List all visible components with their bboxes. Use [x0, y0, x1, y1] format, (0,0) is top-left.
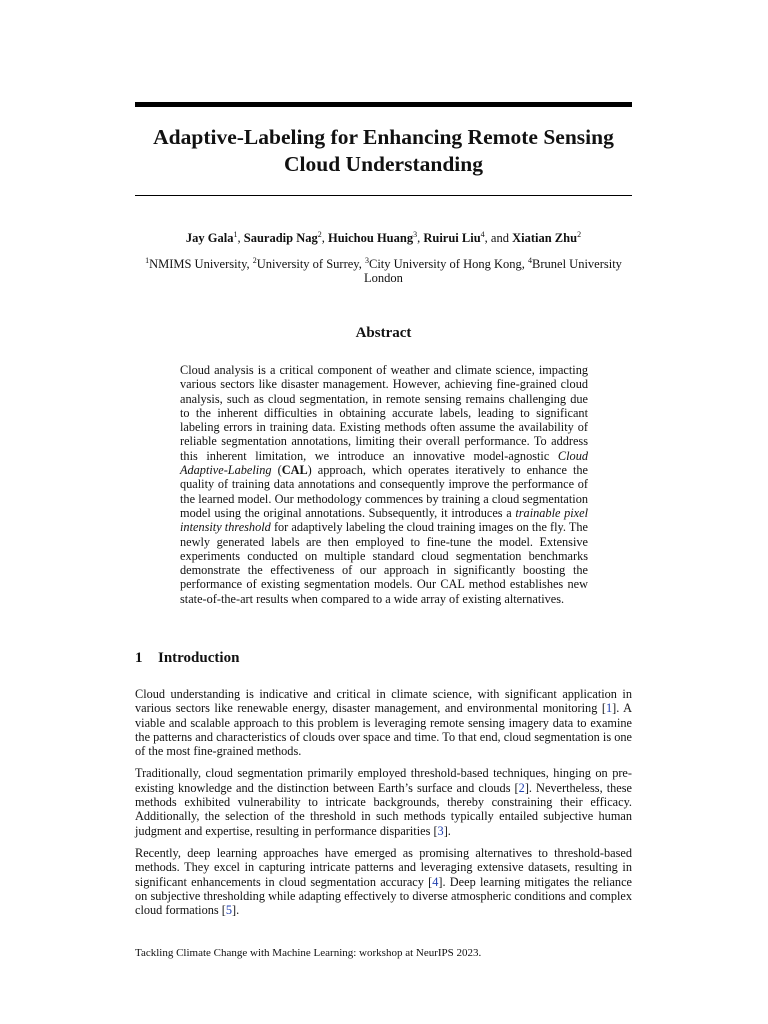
section-heading — [135, 648, 239, 668]
abstract-heading: Abstract — [355, 325, 412, 341]
intro-paragraph — [135, 846, 632, 917]
author-separator: , — [417, 231, 421, 245]
paragraph-text: ]. Nevertheless, these methods exhibited vulnerability to intricate backgrounds, thereby constraining their efficacy. Additionally, the selection of the threshold in such methods typically entailed subjective human judgment and expertise, resulting in performance disparities [ — [135, 780, 632, 838]
abstract-text — [180, 363, 588, 606]
intro-paragraph — [135, 687, 632, 758]
paragraph-text: Traditionally, cloud segmentation primarily employed threshold-based techniques, hinging on pre-existing knowledge and the distinction between Earth’s surface and clouds [ — [135, 766, 632, 795]
citation-link[interactable]: 2 — [518, 780, 525, 795]
author-name: Jay Gala — [185, 231, 234, 245]
affil-mark: 4 — [528, 255, 533, 265]
affiliation: NMIMS University, — [149, 257, 250, 271]
section-number: 1 — [135, 650, 143, 666]
citation-link[interactable]: 5 — [225, 903, 232, 918]
affiliation: University of Surrey, — [256, 257, 362, 271]
abstract-italic: Cloud Adaptive-Labeling — [180, 448, 588, 478]
author-affil-mark: 3 — [413, 229, 418, 239]
title-line-2: Cloud Understanding — [284, 152, 483, 176]
author-separator: , — [321, 231, 325, 245]
paragraph-text: ]. — [443, 823, 451, 838]
venue-footnote: Tackling Climate Change with Machine Learning: workshop at NeurIPS 2023. — [135, 947, 482, 959]
author-name: Huichou Huang — [327, 231, 414, 245]
affiliation: City University of Hong Kong, — [368, 257, 525, 271]
author-and: , and — [484, 231, 509, 245]
abstract-part: for adaptively labeling the cloud training images on the fly. The newly generated labels are then employed to fine-tune the model. Extensive experiments conducted on multiple standard cloud segmentation benchmarks demonstrate the effectiveness of our approach in significantly boosting the performance of existing segmentation models. Our CAL method establishes new state-of-the-art results when compared to a wide array of existing alternatives. — [180, 520, 588, 606]
author-affil-mark: 1 — [233, 229, 238, 239]
paragraph-text: Recently, deep learning approaches have emerged as promising alternatives to threshold-based methods. They excel in capturing intricate patterns and leveraging extensive datasets, resulting in significant enhancements in cloud segmentation accuracy [ — [135, 845, 632, 889]
author-name: Ruirui Liu — [423, 231, 481, 245]
abstract-part: Cloud analysis is a critical component of weather and climate science, impacting various sectors like disaster management. However, achieving fine-grained cloud analysis, such as cloud segmentation, in remote sensing remains challenging due to the inherent difficulties in obtaining accurate labels, leading to significant labeling errors in training data. Existing methods often assume the availability of reliable segmentation annotations, limiting their overall performance. To address this inherent limitation, we introduce an innovative model-agnostic — [180, 363, 588, 463]
introduction-body — [135, 687, 632, 925]
citation-link[interactable]: 1 — [605, 701, 613, 716]
abstract-part: ( — [271, 463, 282, 478]
author-separator: , — [237, 231, 241, 245]
author-affil-mark: 2 — [577, 229, 582, 239]
abstract-part: ) approach, which operates iteratively to enhance the quality of training data annotations and consequently improve the performance of the learned model. Our methodology commences by training a cloud segmentation model using the original annotations. Subsequently, it introduces a — [180, 463, 589, 520]
affil-mark: 1 — [145, 255, 150, 265]
top-rule — [135, 102, 632, 107]
title-line-1: Adaptive-Labeling for Enhancing Remote Sensing — [153, 125, 614, 149]
paragraph-text: Cloud understanding is indicative and critical in climate science, with significant application in various sectors like renewable energy, disaster management, and environmental monitoring [ — [135, 687, 632, 716]
author-affil-mark: 4 — [480, 229, 485, 239]
abstract-italic: trainable pixel intensity threshold — [180, 505, 588, 535]
author-name: Xiatian Zhu — [512, 231, 578, 245]
paragraph-text: ]. A viable and scalable approach to this problem is leveraging remote sensing imagery data to examine the patterns and characteristics of clouds over space and time. To that end, cloud segmentation is one of the most fine-grained methods. — [135, 701, 632, 759]
title-rule — [135, 195, 632, 196]
author-affil-mark: 2 — [317, 229, 322, 239]
citation-link[interactable]: 3 — [437, 823, 444, 838]
paragraph-text: ]. — [232, 903, 240, 918]
abstract-acronym: CAL — [281, 463, 308, 478]
affiliations — [135, 257, 632, 285]
affil-mark: 3 — [364, 255, 369, 265]
section-title: Introduction — [158, 650, 240, 666]
author-name: Sauradip Nag — [243, 231, 318, 245]
paper-title — [135, 124, 632, 178]
intro-paragraph — [135, 766, 632, 837]
citation-link[interactable]: 4 — [432, 874, 439, 889]
author-list — [135, 230, 632, 246]
affil-mark: 2 — [252, 255, 257, 265]
affiliation: Brunel University London — [364, 257, 622, 285]
paragraph-text: ]. Deep learning mitigates the reliance on subjective thresholding while adapting effectively to diverse atmospheric conditions and complex cloud formations [ — [135, 874, 633, 918]
